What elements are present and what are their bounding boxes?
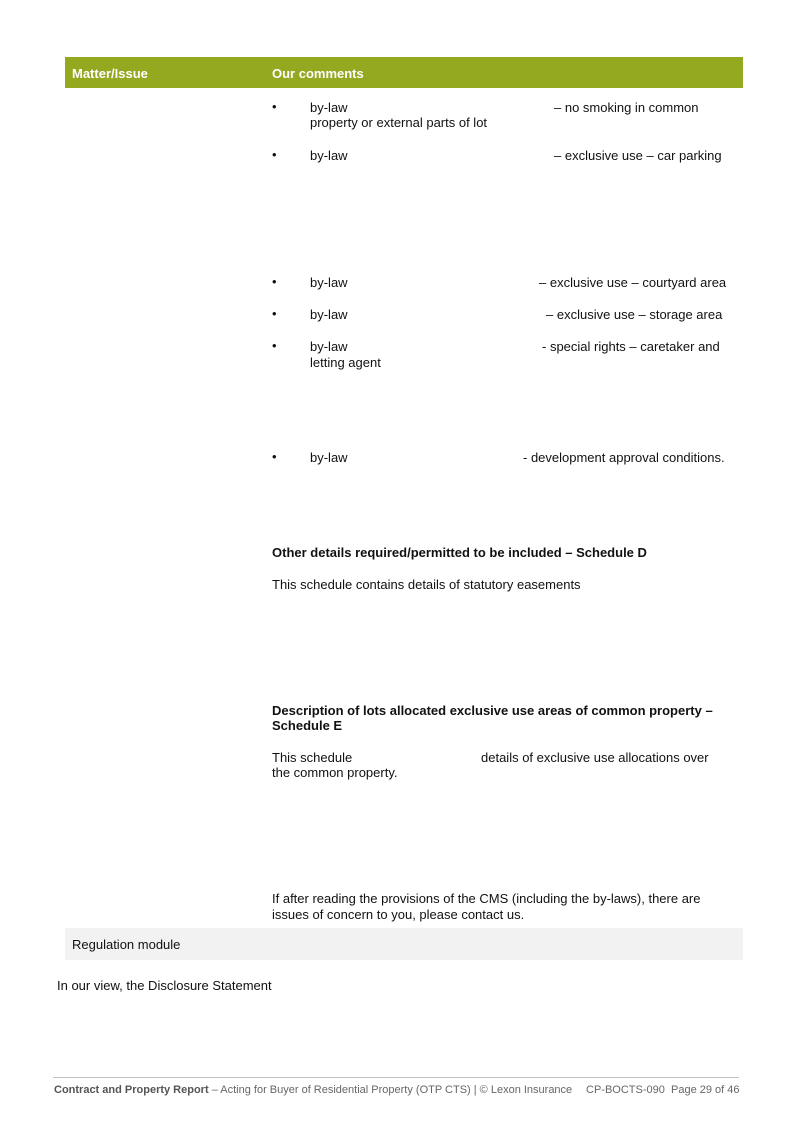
schedule-e-heading-cont: Schedule E [272,718,343,733]
schedule-d-heading: Other details required/permitted to be included – Schedule D [272,545,647,560]
bylaw-label: by-law [310,100,348,115]
bylaw-description: – exclusive use – car parking [554,148,722,163]
schedule-e-text-right: details of exclusive use allocations over [481,750,709,765]
bylaw-description: - development approval conditions. [523,450,725,465]
closing-text-cont: issues of concern to you, please contact us. [272,907,525,922]
bullet-icon: • [272,274,277,289]
header-matter-issue: Matter/Issue [72,66,148,81]
footer-document-title [54,1084,572,1096]
closing-text: If after reading the provisions of the CMS (including the by-laws), there are [272,891,701,906]
header-our-comments: Our comments [272,66,364,81]
schedule-e-heading: Description of lots allocated exclusive use areas of common property – [272,703,713,718]
bullet-icon: • [272,449,277,464]
schedule-d-text: This schedule contains details of statutory easements [272,577,581,592]
table-header [65,57,743,88]
disclosure-statement-text: In our view, the Disclosure Statement [57,978,272,993]
regulation-row [65,928,743,960]
regulation-module-label: Regulation module [72,937,181,952]
footer-divider [53,1077,739,1078]
footer-page-number: Page 29 of 46 [671,1084,740,1096]
bylaw-label: by-law [310,307,348,322]
footer-report-name: Contract and Property Report [54,1084,209,1096]
bylaw-description: – exclusive use – courtyard area [539,275,727,290]
bylaw-description: – exclusive use – storage area [546,307,723,322]
bylaw-label: by-law [310,275,348,290]
bylaw-description-cont: property or external parts of lot [310,115,488,130]
schedule-e-text: This schedule [272,750,353,765]
bullet-icon: • [272,338,277,353]
bylaw-label: by-law [310,148,348,163]
bylaw-label: by-law [310,339,348,354]
bullet-icon: • [272,99,277,114]
footer-doc-code: CP-BOCTS-090 [586,1084,665,1096]
bullet-icon: • [272,306,277,321]
bylaw-description: - special rights – caretaker and [542,339,720,354]
bylaw-label: by-law [310,450,348,465]
footer-subtitle: – Acting for Buyer of Residential Property (OTP CTS) | © Lexon Insurance [208,1084,573,1096]
bylaw-description-cont: letting agent [310,355,381,370]
schedule-e-text-cont: the common property. [272,765,398,780]
bullet-icon: • [272,147,277,162]
bylaw-description: – no smoking in common [554,100,699,115]
